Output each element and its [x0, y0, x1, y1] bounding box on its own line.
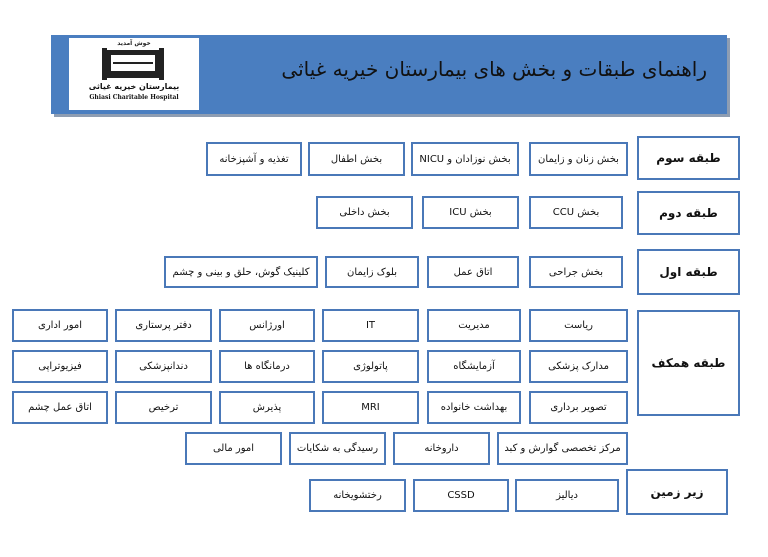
- floor-label-first: طبقه اول: [637, 249, 740, 295]
- unit-laboratory: آزمایشگاه: [427, 350, 521, 383]
- unit-obgyn: بخش زنان و زایمان: [529, 142, 628, 176]
- unit-delivery-block: بلوک زایمان: [325, 256, 419, 288]
- logo-name-en: Ghiasi Charitable Hospital: [89, 94, 179, 101]
- unit-clinics: درمانگاه ها: [219, 350, 315, 383]
- unit-internal: بخش داخلی: [316, 196, 413, 229]
- unit-medical-records: مدارک پزشکی: [529, 350, 628, 383]
- unit-icu: بخش ICU: [422, 196, 519, 229]
- unit-administration: امور اداری: [12, 309, 108, 342]
- unit-ent-eye-clinic: کلینیک گوش، حلق و بینی و چشم: [164, 256, 318, 288]
- header-banner: [51, 35, 727, 114]
- unit-eye-operating-room: اتاق عمل چشم: [12, 391, 108, 424]
- unit-ccu: بخش CCU: [529, 196, 623, 229]
- unit-family-health: بهداشت خانواده: [427, 391, 521, 424]
- unit-neonatal-nicu: بخش نوزادان و NICU: [411, 142, 519, 176]
- unit-nursing-office: دفتر پرستاری: [115, 309, 212, 342]
- unit-discharge: ترخیص: [115, 391, 212, 424]
- unit-physiotherapy: فیزیوتراپی: [12, 350, 108, 383]
- unit-admission: پذیرش: [219, 391, 315, 424]
- page-title: راهنمای طبقات و بخش های بیمارستان خیریه غیاثی: [281, 57, 707, 81]
- unit-dialysis: دیالیز: [515, 479, 619, 512]
- logo-mark-icon: [102, 50, 164, 78]
- unit-gastro-liver-center: مرکز تخصصی گوارش و کبد: [497, 432, 628, 465]
- logo-name-fa: بیمارستان خیریه غیاثی: [88, 82, 180, 91]
- unit-finance: امور مالی: [185, 432, 282, 465]
- unit-operating-room: اتاق عمل: [427, 256, 519, 288]
- unit-presidency: ریاست: [529, 309, 628, 342]
- unit-cssd: CSSD: [413, 479, 509, 512]
- unit-pediatrics: بخش اطفال: [308, 142, 405, 176]
- unit-complaints: رسیدگی به شکایات: [289, 432, 386, 465]
- unit-mri: MRI: [322, 391, 419, 424]
- floor-label-third: طبقه سوم: [637, 136, 740, 180]
- unit-pharmacy: داروخانه: [393, 432, 490, 465]
- hospital-logo: [69, 38, 199, 110]
- unit-management: مدیریت: [427, 309, 521, 342]
- floor-label-basement: زیر زمین: [626, 469, 728, 515]
- unit-it: IT: [322, 309, 419, 342]
- unit-pathology: پاتولوژی: [322, 350, 419, 383]
- floor-label-ground: طبقه همکف: [637, 310, 740, 416]
- floor-label-second: طبقه دوم: [637, 191, 740, 235]
- unit-nutrition-kitchen: تغذیه و آشپزخانه: [206, 142, 302, 176]
- unit-surgery: بخش جراحی: [529, 256, 623, 288]
- unit-laundry: رختشویخانه: [309, 479, 406, 512]
- logo-top-text: خوش آمدید: [117, 40, 151, 47]
- unit-imaging: تصویر برداری: [529, 391, 628, 424]
- unit-emergency: اورژانس: [219, 309, 315, 342]
- unit-dentistry: دندانپزشکی: [115, 350, 212, 383]
